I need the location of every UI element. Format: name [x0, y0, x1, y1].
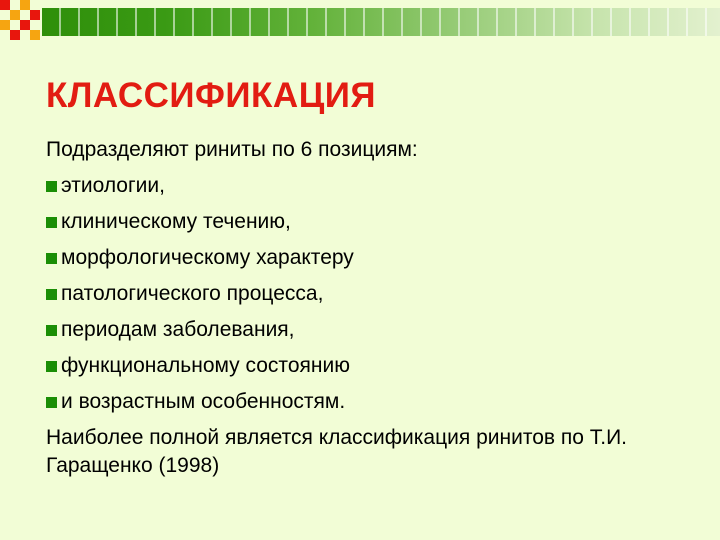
list-item	[46, 352, 696, 388]
list-item	[46, 172, 696, 208]
list-item-label: этиологии,	[61, 174, 165, 197]
band-stripes	[42, 8, 720, 36]
intro-text: Подразделяют риниты по 6 позициям:	[46, 138, 418, 161]
square-bullet-icon	[46, 361, 57, 372]
list-item-label: периодам заболевания,	[61, 318, 295, 341]
square-bullet-icon	[46, 397, 57, 408]
list-item-label: патологического процесса,	[61, 282, 324, 305]
square-bullet-icon	[46, 289, 57, 300]
list-item-label: функциональному состоянию	[61, 354, 350, 377]
classification-list	[46, 172, 696, 424]
outro-text: Наиболее полной является классификация ринитов по Т.И. Гаращенко (1998)	[46, 426, 628, 477]
square-bullet-icon	[46, 217, 57, 228]
square-bullet-icon	[46, 253, 57, 264]
square-bullet-icon	[46, 325, 57, 336]
square-bullet-icon	[46, 181, 57, 192]
list-item-label: и возрастным особенностям.	[61, 390, 346, 413]
list-item	[46, 208, 696, 244]
list-item-label: морфологическому характеру	[61, 246, 354, 269]
list-item-label: клиническому течению,	[61, 210, 291, 233]
slide-title: КЛАССИФИКАЦИЯ	[46, 76, 377, 115]
list-item	[46, 316, 696, 352]
list-item	[46, 388, 696, 424]
slide-body	[46, 136, 696, 480]
list-item	[46, 244, 696, 280]
list-item	[46, 280, 696, 316]
checker-decoration-icon	[0, 0, 48, 48]
